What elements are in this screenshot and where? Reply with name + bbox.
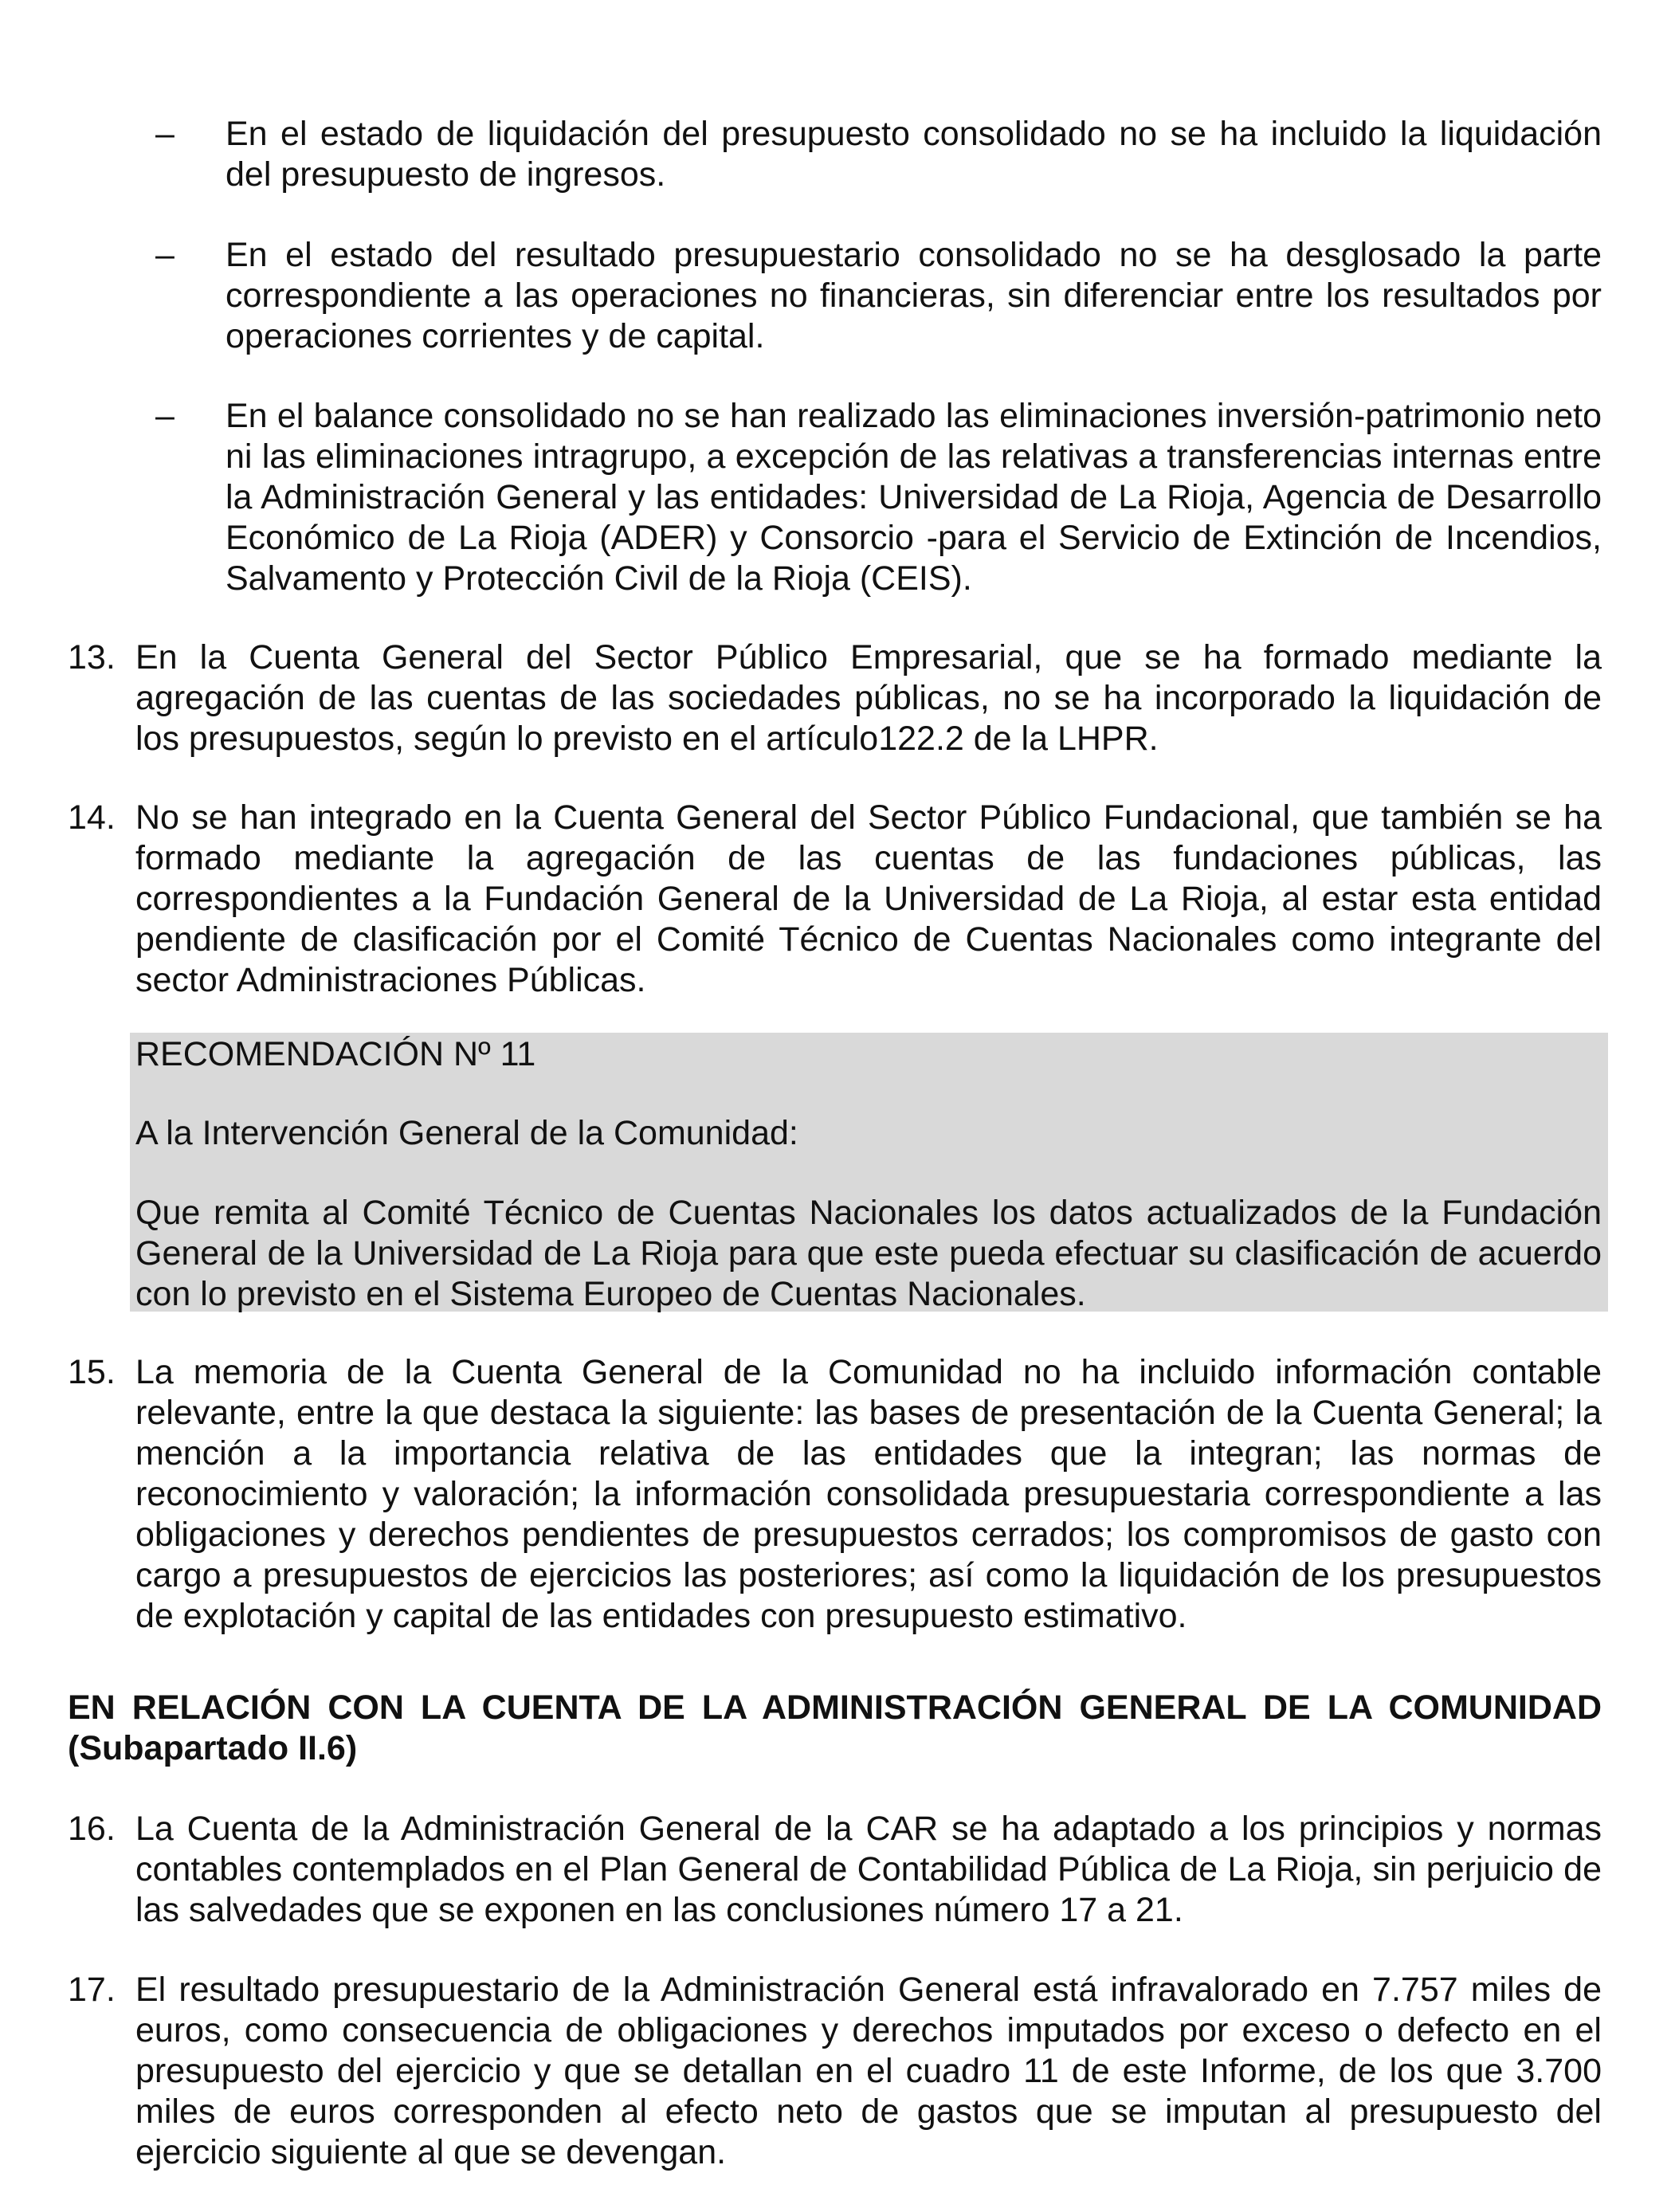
bullet-paragraph: En el balance consolidado no se han realizado las eliminaciones inversión-patrimonio neto ni las eliminaciones intragrupo, a excepción de las relativas a transferencias internas entre la Administración General y las entidades: Universidad de La Rioja, Agencia de Desarrollo Económico de La Rioja (ADER) y Consorcio -para el Servicio de Extinción de Incendios, Salvamento y Protección Civil de la Rioja (CEIS). (226, 397, 1602, 598)
item-number: 13. (68, 638, 116, 677)
item-number: 15. (68, 1353, 116, 1391)
item-paragraph: En la Cuenta General del Sector Público Empresarial, que se ha formado mediante la agregación de las cuentas de las sociedades públicas, no se ha incorporado la liquidación de los presupuestos, según lo previsto en el artículo122.2 de la LHPR. (135, 638, 1602, 758)
recommendation-addressee: A la Intervención General de la Comunidad: (135, 1114, 798, 1152)
section-heading: EN RELACIÓN CON LA CUENTA DE LA ADMINISTRACIÓN GENERAL DE LA COMUNIDAD (Subapartado II.6) (68, 1688, 1602, 1767)
recommendation-body: Que remita al Comité Técnico de Cuentas Nacionales los datos actualizados de la Fundación General de la Universidad de La Rioja para que este pueda efectuar su clasificación de acuerdo con lo previsto en el Sistema Europeo de Cuentas Nacionales. (135, 1194, 1602, 1313)
item-number: 17. (68, 1971, 116, 2009)
bullet-marker: – (155, 397, 175, 435)
recommendation-title: RECOMENDACIÓN Nº 11 (135, 1035, 536, 1073)
item-paragraph: La Cuenta de la Administración General de la CAR se ha adaptado a los principios y normas contables contemplados en el Plan General de Contabilidad Pública de La Rioja, sin perjuicio de las salvedades que se exponen en las conclusiones número 17 a 21. (135, 1810, 1602, 1929)
item-paragraph: El resultado presupuestario de la Administración General está infravalorado en 7.757 miles de euros, como consecuencia de obligaciones y derechos imputados por exceso o defecto en el presupuesto del ejercicio y que se detallan en el cuadro 11 de este Informe, de los que 3.700 miles de euros corresponden al efecto neto de gastos que se imputan al presupuesto del ejercicio siguiente al que se devengan. (135, 1971, 1602, 2171)
bullet-marker: – (155, 236, 175, 274)
item-number: 14. (68, 798, 116, 837)
bullet-paragraph: En el estado de liquidación del presupuesto consolidado no se ha incluido la liquidación del presupuesto de ingresos. (226, 115, 1602, 194)
item-paragraph: La memoria de la Cuenta General de la Comunidad no ha incluido información contable relevante, entre la que destaca la siguiente: las bases de presentación de la Cuenta General; la mención a la importancia relativa de las entidades que la integran; las normas de reconocimiento y valoración; la información consolidada presupuestaria correspondiente a las obligaciones y derechos pendientes de presupuestos cerrados; los compromisos de gasto con cargo a presupuestos de ejercicios las posteriores; así como la liquidación de los presupuestos de explotación y capital de las entidades con presupuesto estimativo. (135, 1353, 1602, 1635)
bullet-paragraph: En el estado del resultado presupuestario consolidado no se ha desglosado la parte correspondiente a las operaciones no financieras, sin diferenciar entre los resultados por operaciones corrientes y de capital. (226, 236, 1602, 355)
item-number: 16. (68, 1810, 116, 1848)
item-paragraph: No se han integrado en la Cuenta General del Sector Público Fundacional, que también se ha formado mediante la agregación de las cuentas de las fundaciones públicas, las correspondientes a la Fundación General de la Universidad de La Rioja, al estar esta entidad pendiente de clasificación por el Comité Técnico de Cuentas Nacionales como integrante del sector Administraciones Públicas. (135, 798, 1602, 999)
bullet-marker: – (155, 115, 175, 153)
